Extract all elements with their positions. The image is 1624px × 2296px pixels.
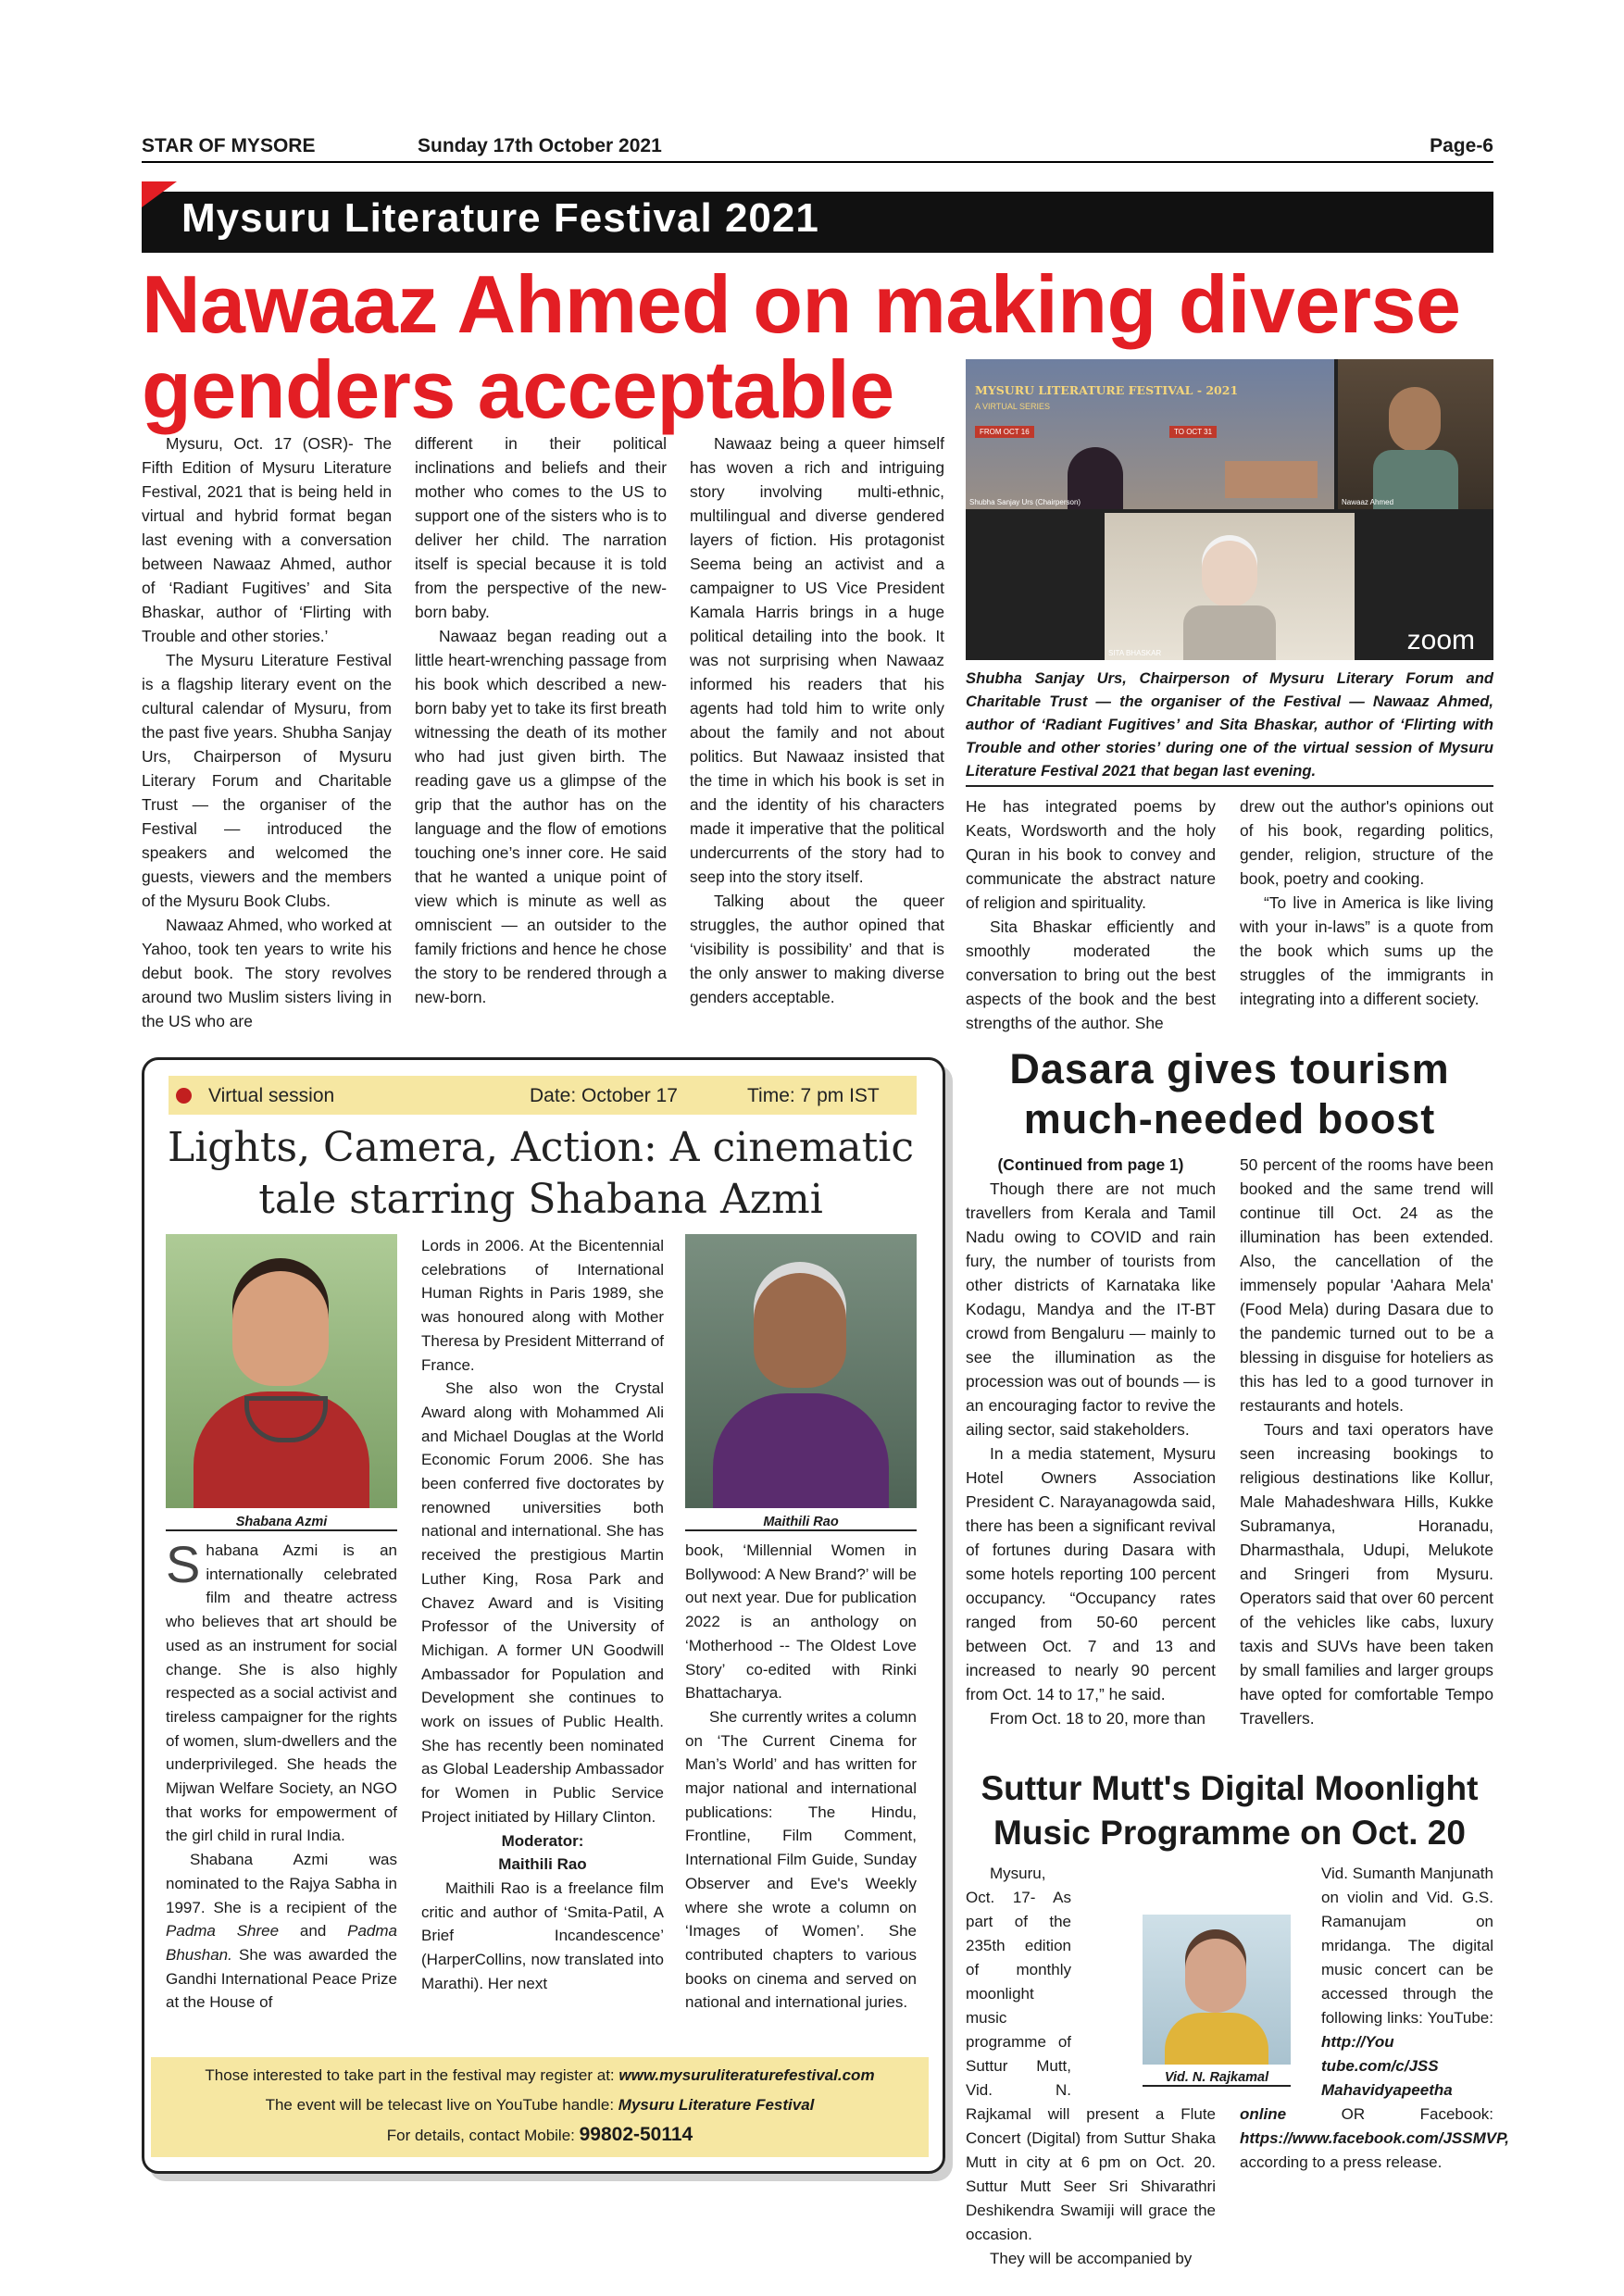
- paragraph: Talking about the queer struggles, the author opined that ‘visibility is possibility’ and that is the only answer to making diverse genders acceptable.: [690, 892, 944, 1006]
- paper-name: STAR OF MYSORE: [142, 135, 316, 156]
- box-column-3: [685, 1539, 917, 2015]
- suttur-headline-line2: Music Programme on Oct. 20: [993, 1814, 1466, 1852]
- paragraph: Nawaaz began reading out a little heart-wrenching passage from his book which described a new-born baby yet to take its first breath witnessing the death of its mother who had just given birth. The reading gave us a glimpse of the grip that the author has on the language and the flow of emotions touching one’s inner core. He said that he wanted a unique point of view which is minute as well as omniscient — an outsider to the family frictions and hence he chose the story to be rendered through a new-born.: [415, 627, 667, 1006]
- paragraph: Lords in 2006. At the Bicentennial celebrations of International Human Rights in Paris 1989, she was honoured along with Mother Theresa by President Mitterrand of France.: [421, 1237, 664, 1374]
- person-silhouette: [1389, 387, 1441, 452]
- person-shirt: [1183, 605, 1276, 660]
- dasara-headline: [966, 1044, 1493, 1144]
- suttur-column-2: [1240, 1862, 1509, 2175]
- moderator-label: Moderator:: [501, 1831, 584, 1850]
- paragraph: From Oct. 18 to 20, more than: [990, 1709, 1206, 1728]
- box-headline: [151, 1122, 931, 1226]
- paragraph: drew out the author's opinions out of his book, regarding politics, gender, religion, structure of the book, poetry and cooking.: [1240, 797, 1493, 888]
- paragraph-text: according to a press release.: [1240, 2153, 1443, 2171]
- footer-text: For details, contact Mobile:: [386, 2127, 580, 2144]
- paragraph-text: Vid. Sumanth Manjunath on violin and Vid. G.S. Ramanujam on mridanga. The digital music concert can be accessed through the following links: YouTube:: [1321, 1865, 1493, 2027]
- session-date: Date: October 17: [530, 1085, 678, 1106]
- paragraph: Mysuru, Oct. 17 (OSR)- The Fifth Edition of Mysuru Literature Festival, 2021 that is being held in virtual and hybrid format began last evening with a conversation between Nawaaz Ahmed, author of ‘Radiant Fugitives’ and Sita Bhaskar, author of ‘Flirting with Trouble and other stories.’: [142, 434, 392, 645]
- footer-register-line: [151, 2057, 929, 2090]
- photo-shabana-azmi: [166, 1234, 397, 1508]
- lead-column-1: [142, 431, 392, 1033]
- suttur-headline-line1: Suttur Mutt's Digital Moonlight: [981, 1769, 1479, 1807]
- paragraph-text: Shabana Azmi was nominated to the Rajya Sabha in 1997. She is a recipient of the: [166, 1851, 397, 1916]
- lead-column-2: [415, 431, 667, 1009]
- paragraph: book, ‘Millennial Women in Bollywood: A New Brand?’ will be out next year. Due for publication 2022 is an anthology on ‘Motherhood -- The Oldest Love Story’ co-edited with Rinki Bhattacharya.: [685, 1541, 917, 1703]
- photo-spacer: [1234, 1908, 1314, 2093]
- youtube-handle: Mysuru Literature Festival: [618, 2096, 815, 2114]
- lead-column-4: [966, 794, 1216, 1035]
- session-label: Virtual session: [208, 1085, 335, 1106]
- footer-text: The event will be telecast live on YouTube handle:: [265, 2096, 618, 2114]
- screen-to: TO OCT 31: [1169, 426, 1217, 438]
- lead-photo-zoom-session: [966, 359, 1493, 660]
- paragraph-text: OR Facebook:: [1286, 2105, 1493, 2123]
- paragraph: “To live in America is like living with your in-laws” is a quote from the book which sums up the struggles of the immigrants in integrating into a different society.: [1240, 893, 1493, 1008]
- continued-note: (Continued from page 1): [997, 1155, 1184, 1174]
- contact-number: 99802-50114: [579, 2124, 693, 2145]
- screen-from: FROM OCT 16: [975, 426, 1034, 438]
- person-silhouette: [1202, 541, 1257, 607]
- lead-headline-line2: genders acceptable: [142, 343, 894, 435]
- footer-youtube-line: [151, 2090, 929, 2120]
- paragraph-text: and: [279, 1922, 348, 1940]
- box-headline-line2: tale starring Shabana Azmi: [258, 1176, 823, 1223]
- footer-text: Those interested to take part in the festival may register at:: [205, 2066, 619, 2084]
- dropcap: S: [166, 1535, 201, 1593]
- paragraph: [166, 1535, 397, 1848]
- photo-name-rajkamal: Vid. N. Rajkamal: [1143, 2070, 1291, 2087]
- paragraph: different in their political inclinations and beliefs and their mother who comes to the US to support one of the sisters who is to deliver her child. The narration itself is special because it is told from the perspective of the new-born baby.: [415, 434, 667, 621]
- photo-maithili-rao: [685, 1234, 917, 1508]
- tile-moderator: [1105, 513, 1355, 660]
- award-name: Padma Shree: [166, 1922, 280, 1940]
- box-column-2: [421, 1234, 664, 1996]
- lead-column-3: [690, 431, 944, 1009]
- lead-photo-caption: Shubha Sanjay Urs, Chairperson of Mysuru Literary Forum and Charitable Trust — the organiser of the Festival — Nawaaz Ahmed, author of ‘Radiant Fugitives’ and Sita Bhaskar, author of ‘Flirting with Trouble and other stories’ during one of the virtual session of Mysuru Literature Festival 2021 that began last evening.: [966, 669, 1493, 780]
- paragraph: Nawaaz being a queer himself has woven a rich and intriguing story involving multi-ethnic, multilingual and diverse gendered layers of fiction. His protagonist Seema being an activist and a campaigner to US Vice President Kamala Harris brings in a huge political detailing into the book. It was not surprising when Nawaaz informed his readers that his agents had told him to write only about the family and not about politics. But Nawaaz insisted that the time in which his book is set in and the identity of his characters made it imperative that the political undercurrents of the story had to seep into the story itself.: [690, 434, 944, 886]
- caption-rule: [966, 785, 1493, 787]
- dasara-headline-line1: Dasara gives tourism: [1009, 1045, 1450, 1092]
- issue-date: Sunday 17th October 2021: [418, 135, 662, 156]
- paragraph: They will be accompanied by: [990, 2250, 1193, 2267]
- festival-website-link[interactable]: www.mysuruliteraturefestival.com: [618, 2066, 875, 2084]
- box-footer: [151, 2057, 929, 2157]
- tile-label-moderator: SITA BHASKAR: [1108, 649, 1162, 657]
- masthead: [142, 135, 1493, 163]
- paragraph: The Mysuru Literature Festival is a flagship literary event on the cultural calendar of Mysuru, from the past five years. Shubha Sanjay Urs, Chairperson of Mysuru Literary Forum and Charitable Trust — the organiser of the Festival — introduced the speakers and welcomed the guests, viewers and the members of the Mysuru Book Clubs.: [142, 651, 392, 910]
- lead-column-5: [1240, 794, 1493, 1011]
- tile-label-author: Nawaaz Ahmed: [1342, 498, 1394, 506]
- dasara-headline-line2: much-needed boost: [1023, 1095, 1436, 1142]
- photo-name-shabana: Shabana Azmi: [166, 1515, 397, 1531]
- tile-label-chairperson: Shubha Sanjay Urs (Chairperson): [969, 498, 1081, 506]
- section-banner-title: Mysuru Literature Festival 2021: [181, 195, 819, 241]
- palace-illustration: [1225, 461, 1318, 498]
- banner-red-corner: [142, 181, 177, 207]
- portrait-garment: [713, 1393, 889, 1508]
- lead-headline-line1: Nawaaz Ahmed on making diverse: [142, 258, 1461, 350]
- paragraph: Sita Bhaskar efficiently and smoothly moderated the conversation to bring out the best aspects of the book and the best strengths of the author. She: [966, 917, 1216, 1032]
- dasara-column-2: [1240, 1153, 1493, 1730]
- paragraph: Mysuru, Oct. 17- As part of the 235th edition of monthly moonlight music programme of Suttur Mutt, Vid. N. Rajkamal will present a Flute Concert (Digital) from Suttur Shaka Mutt in city at 6 pm on Oct. 20. Suttur Mutt Seer Sri Shivarathri Deshikendra Swamiji will grace the occasion.: [966, 1865, 1216, 2243]
- youtube-link[interactable]: http://You tube.com/c/JSS Mahavidyapeetha online: [1240, 2033, 1453, 2123]
- suttur-headline: [966, 1766, 1493, 1855]
- portrait-face: [754, 1273, 846, 1388]
- paragraph: Though there are not much travellers from Kerala and Tamil Nadu owing to COVID and rain fury, the number of tourists from other districts of Karnataka like Kodagu, Mandya and the IT-BT crowd from Bengaluru — mainly to see the illumination as the procession was out of bounds — is an encouraging factor to revive the ailing sector, said stakeholders.: [966, 1179, 1216, 1439]
- tile-chairperson: [966, 359, 1334, 509]
- paragraph: She also won the Crystal Award along with Mohammed Ali and Michael Douglas at the World Economic Forum 2006. She has been conferred five doctorates by renowned universities both national and international. She has received the prestigious Martin Luther King, Rosa Park and Chavez Award and is Visiting Professor of the University of Michigan. A former UN Goodwill Ambassador for Population and Development she continues to work on issues of Public Health. She has recently been nominated as Global Leadership Ambassador for Women in Public Service Project initiated by Hillary Clinton.: [421, 1379, 664, 1826]
- box-headline-line1: Lights, Camera, Action: A cinematic: [168, 1124, 914, 1171]
- paragraph: 50 percent of the rooms have been booked and the same trend will continue till Oct. 24 as the illumination has been extended. Also, the cancellation of the immensely popular 'Aahara Mela' (Food Mela) during Dasara due to the pandemic turned out to be a blessing in disguise for hoteliers as this has led to a good turnover in restaurants and hotels.: [1240, 1155, 1493, 1415]
- dasara-column-1: [966, 1153, 1216, 1730]
- facebook-link[interactable]: https://www.facebook.com/JSSMVP,: [1240, 2129, 1509, 2147]
- box-column-1: [166, 1535, 398, 2015]
- screen-title: MYSURU LITERATURE FESTIVAL - 2021: [975, 383, 1239, 397]
- paragraph: Tours and taxi operators have seen increasing bookings to religious destinations like Kollur, Male Mahadeshwara Hills, Kukke Subramanya, Horanadu, Dharmasthala, Udupi, Melukote and Sringeri from Mysuru. Operators said that over 60 percent of the vehicles like cabs, luxury taxis and SUVs have been taken by small families and larger groups have opted for comfortable Tempo Travellers.: [1240, 1420, 1493, 1728]
- session-time: Time: 7 pm IST: [747, 1085, 880, 1106]
- portrait-face: [232, 1271, 329, 1386]
- paragraph: She currently writes a column on ‘The Current Cinema for Man’s World’ and has written for major national and international publications: The Hindu, Frontline, Film Comment, International Film Guide, Sunday Observer and Eve's Weekly where she wrote a column on ‘Images of Women’. She contributed chapters to various books on cinema and served on national and international juries.: [685, 1707, 917, 2012]
- paragraph: He has integrated poems by Keats, Wordsworth and the holy Quran in his book to convey and communicate the abstract nature of religion and spirituality.: [966, 797, 1216, 912]
- paragraph: [166, 1848, 397, 2015]
- paragraph: In a media statement, Mysuru Hotel Owners Association President C. Narayanagowda said, there has been a significant revival of fortunes during Dasara with some hotels reporting 100 percent occupancy. “Occupancy rates ranged from 50-60 percent between Oct. 7 and 13 and increased to nearly 90 percent from Oct. 14 to 17,” he said.: [966, 1444, 1216, 1703]
- page-number: Page-6: [1430, 135, 1493, 156]
- paragraph: Nawaaz Ahmed, who worked at Yahoo, took ten years to write his debut book. The story revolves around two Muslim sisters living in the US who are: [142, 916, 392, 1030]
- session-info-bar: [169, 1076, 917, 1115]
- bullet-icon: [176, 1088, 192, 1104]
- paragraph: Maithili Rao is a freelance film critic and author of ‘Smita-Patil, A Brief Incandescence’ (HarperCollins, now translated into Marathi). Her next: [421, 1878, 664, 1992]
- paragraph-text: She was awarded the Gandhi International Peace Prize at the House of: [166, 1945, 397, 2012]
- tile-author: [1338, 359, 1493, 509]
- screen-series: A VIRTUAL SERIES: [975, 402, 1051, 411]
- footer-contact-line: [151, 2120, 929, 2151]
- zoom-logo: zoom: [1406, 625, 1475, 655]
- moderator-name: Maithili Rao: [498, 1855, 587, 1874]
- photo-name-maithili: Maithili Rao: [685, 1515, 917, 1531]
- award-name: Padma Bhushan.: [166, 1922, 398, 1964]
- paragraph-text: habana Azmi is an internationally celebrated film and theatre actress who believes that art should be used as an instrument for social change. She is also highly respected as a social activist and tireless campaigner for the rights of women, slum-dwellers and the underprivileged. She heads the Mijwan Welfare Society, an NGO that works for empowerment of the girl child in rural India.: [166, 1541, 397, 1845]
